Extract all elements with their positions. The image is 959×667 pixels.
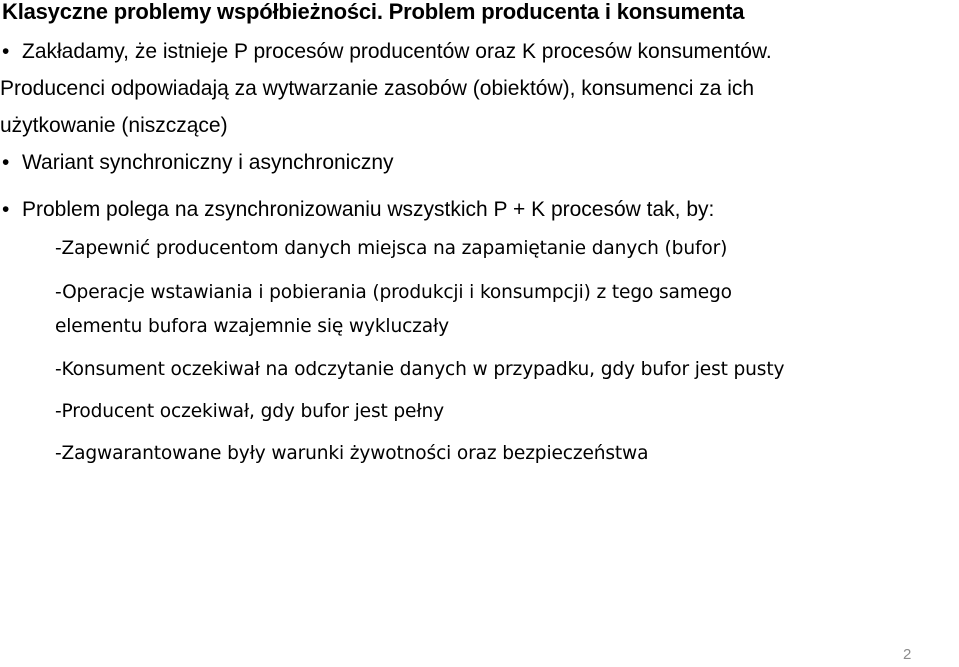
bullet-line: Wariant synchroniczny i asynchroniczny — [22, 151, 394, 174]
bullet-line: użytkowanie (niszczące) — [0, 114, 228, 137]
condition-liveness-safety: -Zagwarantowane były warunki żywotności oraz bezpieczeństwa — [55, 443, 649, 464]
condition-mutual-exclusion-cont: elementu bufora wzajemnie się wykluczały — [55, 316, 450, 337]
bullet-line: Producenci odpowiadają za wytwarzanie zasobów (obiektów), konsumenci za ich — [0, 77, 755, 100]
bullet-variant — [0, 144, 956, 181]
condition-mutual-exclusion: -Operacje wstawiania i pobierania (produkcji i konsumpcji) z tego samego — [55, 282, 732, 303]
bullet-assumption — [0, 33, 956, 144]
bullet-line: Zakładamy, że istnieje P procesów producentów oraz K procesów konsumentów. — [22, 40, 772, 63]
slide-title: Klasyczne problemy współbieżności. Problem producenta i konsumenta — [2, 0, 745, 24]
bullet-line: Problem polega na zsynchronizowaniu wszystkich P + K procesów tak, by: — [22, 198, 715, 221]
page-number: 2 — [903, 646, 912, 663]
condition-buffer: -Zapewnić producentom danych miejsca na zapamiętanie danych (bufor) — [55, 238, 728, 259]
condition-producer-wait: -Producent oczekiwał, gdy bufor jest pełny — [55, 401, 444, 422]
bullet-marker: • — [2, 198, 10, 221]
condition-consumer-wait: -Konsument oczekiwał na odczytanie danych w przypadku, gdy bufor jest pusty — [55, 359, 785, 380]
bullet-marker: • — [2, 40, 10, 63]
bullet-problem — [0, 191, 956, 228]
bullet-marker: • — [2, 151, 10, 174]
